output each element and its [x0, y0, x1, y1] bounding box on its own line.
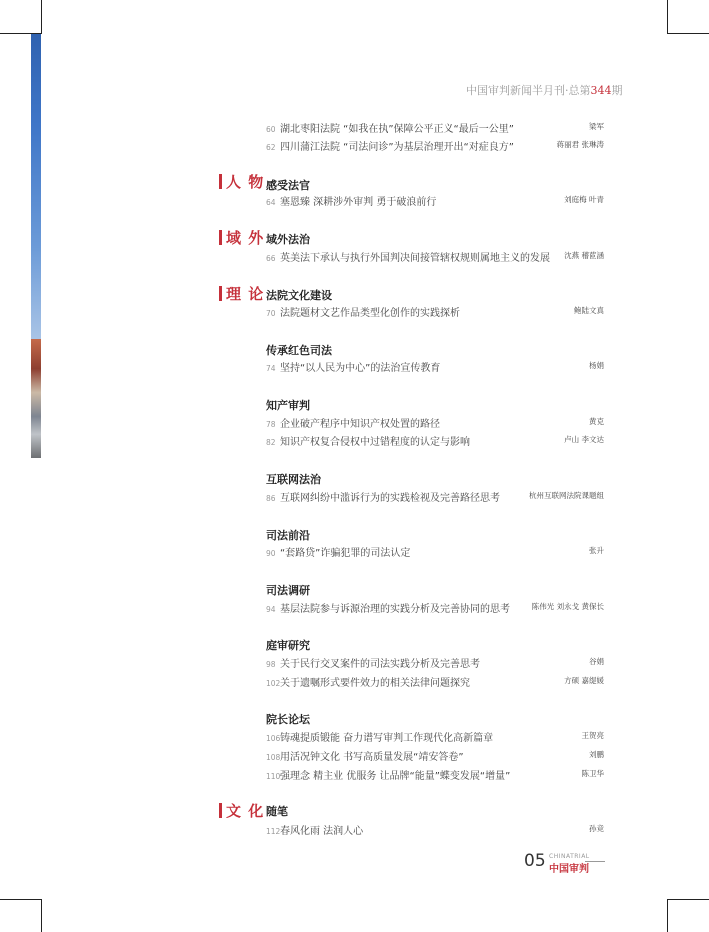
logo-english: CHINATRIAL — [549, 853, 590, 860]
photo-sky — [31, 34, 41, 339]
toc-page-number: 64 — [266, 198, 276, 207]
toc-entry[interactable] — [266, 249, 604, 263]
category-heading: 司法前沿 — [266, 529, 310, 542]
toc-title: 铸魂提质锻能 奋力谱写审判工作现代化高新篇章 — [280, 733, 494, 744]
toc-title: 关于遗嘱形式要件效力的相关法律问题探究 — [280, 678, 470, 689]
toc-author: 杨娟 — [589, 361, 604, 370]
category-heading: 法院文化建设 — [266, 289, 332, 302]
crop-mark — [667, 899, 668, 932]
toc-author: 鲍陆文真 — [574, 306, 604, 315]
section-tag-people — [219, 171, 264, 192]
section-tag-label: 理 论 — [226, 285, 265, 303]
issue-number: 344 — [590, 84, 612, 97]
toc-title: “套路贷”诈骗犯罪的司法认定 — [280, 548, 411, 559]
toc-entry[interactable] — [266, 674, 604, 688]
toc-page-number: 90 — [266, 549, 276, 558]
toc-page-number: 110 — [266, 772, 281, 781]
category-heading: 传承红色司法 — [266, 344, 332, 357]
toc-page-number: 102 — [266, 679, 281, 688]
toc-page-number: 108 — [266, 753, 281, 762]
toc-author: 梁军 — [589, 122, 604, 131]
toc-title: 坚持“以人民为中心”的法治宣传教育 — [280, 363, 441, 374]
toc-title: 强理念 精主业 优服务 让品牌“能量”蝶变发展“增量” — [280, 771, 511, 782]
toc-entry[interactable] — [266, 544, 604, 558]
toc-author: 方硕 嘉缇媛 — [564, 676, 604, 685]
toc-entry[interactable] — [266, 193, 604, 207]
crop-mark — [667, 33, 709, 34]
issue-suffix: 期 — [611, 84, 623, 97]
toc-title: 企业破产程序中知识产权处置的路径 — [280, 419, 440, 430]
category-heading: 感受法官 — [266, 179, 310, 192]
toc-title: 湖北枣阳法院 “如我在执”保障公平正义“最后一公里” — [280, 124, 514, 135]
toc-page-number: 66 — [266, 254, 276, 263]
toc-author: 陈伟光 刘永戈 黄保长 — [531, 602, 604, 611]
section-bar — [219, 230, 222, 245]
crop-mark — [667, 899, 709, 900]
section-tag-label: 文 化 — [226, 802, 265, 820]
toc-page-number: 60 — [266, 125, 276, 134]
toc-page-number: 112 — [266, 827, 281, 836]
toc-author: 孙竞 — [589, 824, 604, 833]
toc-author: 刘庭梅 叶青 — [564, 195, 604, 204]
edge-photo-strip — [31, 34, 41, 458]
section-bar — [219, 803, 222, 818]
toc-author: 杭州互联网法院课题组 — [529, 491, 604, 500]
toc-entry[interactable] — [266, 433, 604, 447]
toc-entry[interactable] — [266, 600, 604, 614]
toc-entry[interactable] — [266, 489, 604, 503]
toc-page-number: 94 — [266, 605, 276, 614]
category-heading: 知产审判 — [266, 399, 310, 412]
toc-page-number: 74 — [266, 364, 276, 373]
toc-author: 蒋丽君 张琳涛 — [556, 140, 604, 149]
toc-title: 法院题材文艺作品类型化创作的实践探析 — [280, 308, 460, 319]
category-heading: 域外法治 — [266, 233, 310, 246]
toc-author: 卢山 李文达 — [564, 435, 604, 444]
toc-entry[interactable] — [266, 304, 604, 318]
toc-author: 黄克 — [589, 417, 604, 426]
toc-entry[interactable] — [266, 655, 604, 669]
toc-entry[interactable] — [266, 120, 604, 134]
toc-entry[interactable] — [266, 767, 604, 781]
magazine-name: 中国审判新闻半月刊·总第 — [466, 84, 591, 97]
toc-entry[interactable] — [266, 822, 604, 836]
toc-page-number: 78 — [266, 420, 276, 429]
toc-page-number: 70 — [266, 309, 276, 318]
toc-author: 张升 — [589, 546, 604, 555]
category-heading: 随笔 — [266, 805, 288, 818]
section-tag-culture — [219, 800, 264, 821]
toc-entry[interactable] — [266, 729, 604, 743]
section-tag-abroad — [219, 227, 264, 248]
section-tag-theory — [219, 283, 264, 304]
crop-mark — [41, 899, 42, 932]
toc-title: 四川蒲江法院 “司法问诊”为基层治理开出“对症良方” — [280, 142, 514, 153]
category-heading: 院长论坛 — [266, 713, 310, 726]
toc-title: 用活况钟文化 书写高质量发展“靖安答卷” — [280, 752, 464, 763]
toc-author: 谷娟 — [589, 657, 604, 666]
toc-entry[interactable] — [266, 748, 604, 762]
section-bar — [219, 174, 222, 189]
toc-page-number: 86 — [266, 494, 276, 503]
toc-page-number: 62 — [266, 143, 276, 152]
toc-title: 互联网纠纷中滥诉行为的实践检视及完善路径思考 — [280, 493, 500, 504]
toc-author: 刘鹏 — [589, 750, 604, 759]
section-tag-label: 域 外 — [226, 229, 265, 247]
toc-author: 沈燕 稽茝涵 — [564, 251, 604, 260]
toc-title: 春风化雨 法润人心 — [280, 826, 364, 837]
toc-author: 王贺亮 — [581, 731, 604, 740]
toc-page-number: 98 — [266, 660, 276, 669]
category-heading: 互联网法治 — [266, 473, 321, 486]
page-number: 05 — [524, 851, 546, 871]
toc-title: 塞恩臻 深耕涉外审判 勇于破浪前行 — [280, 197, 437, 208]
toc-title: 英美法下承认与执行外国判决间接管辖权规则属地主义的发展 — [280, 253, 550, 264]
toc-page-number: 82 — [266, 438, 276, 447]
toc-entry[interactable] — [266, 359, 604, 373]
toc-title: 关于民行交叉案件的司法实践分析及完善思考 — [280, 659, 480, 670]
running-header — [466, 82, 623, 98]
category-heading: 司法调研 — [266, 584, 310, 597]
section-tag-label: 人 物 — [226, 173, 265, 191]
toc-entry[interactable] — [266, 415, 604, 429]
logo-chinese: 中国审判 — [549, 864, 589, 875]
toc-title: 知识产权复合侵权中过错程度的认定与影响 — [280, 437, 470, 448]
category-heading: 庭审研究 — [266, 639, 310, 652]
toc-page-number: 106 — [266, 734, 281, 743]
toc-entry[interactable] — [266, 138, 604, 152]
section-bar — [219, 286, 222, 301]
crop-mark — [41, 0, 42, 34]
toc-author: 陈卫华 — [581, 769, 604, 778]
photo-ground — [31, 339, 41, 458]
toc-title: 基层法院参与诉源治理的实践分析及完善协同的思考 — [280, 604, 510, 615]
magazine-logo — [549, 853, 605, 873]
logo-rule — [585, 861, 605, 862]
crop-mark — [0, 899, 42, 900]
crop-mark — [667, 0, 668, 34]
